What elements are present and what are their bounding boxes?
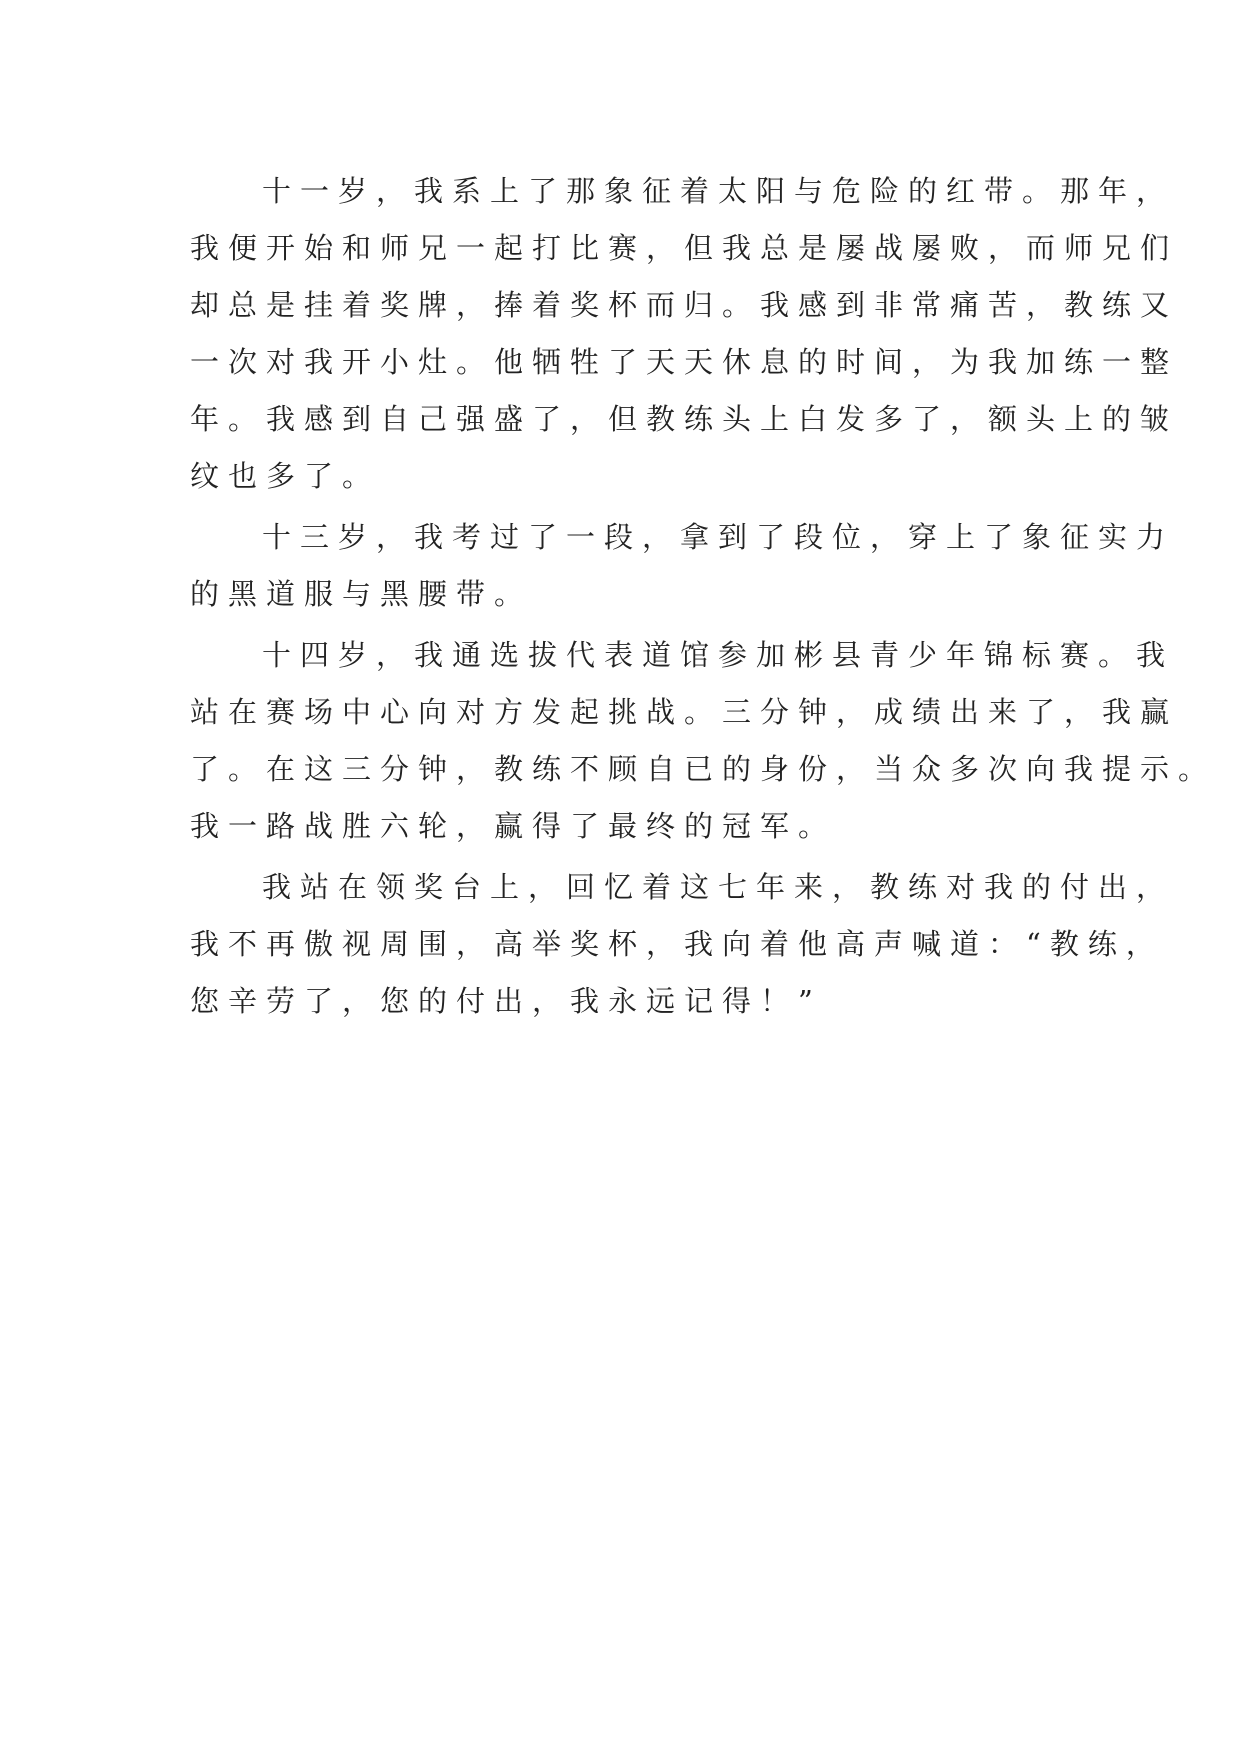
text-line: 一次对我开小灶。他牺牲了天天休息的时间，为我加练一整 [190,345,1179,379]
text-line: 却总是挂着奖牌，捧着奖杯而归。我感到非常痛苦，教练又 [190,288,1179,322]
paragraph-1 [190,163,1179,505]
text-line: 年。我感到自己强盛了，但教练头上白发多了，额头上的皱 [190,402,1179,436]
text-line: 十一岁，我系上了那象征着太阳与危险的红带。那年， [262,174,1175,208]
paragraph-3 [190,627,1217,855]
paragraph-4 [190,859,1175,1030]
text-line: 我便开始和师兄一起打比赛，但我总是屡战屡败，而师兄们 [190,231,1179,265]
text-line: 站在赛场中心向对方发起挑战。三分钟，成绩出来了，我赢 [190,695,1179,729]
text-line: 我站在领奖台上，回忆着这七年来，教练对我的付出， [262,870,1175,904]
text-line: 了。在这三分钟，教练不顾自已的身份，当众多次向我提示。 [190,752,1217,786]
paragraph-2 [190,509,1175,623]
text-line: 的黑道服与黑腰带。 [190,577,533,611]
text-line: 纹也多了。 [190,459,381,493]
text-line: 我一路战胜六轮，赢得了最终的冠军。 [190,809,837,843]
text-line: 您辛劳了，您的付出，我永远记得！” [190,984,822,1018]
text-line: 十四岁，我通选拔代表道馆参加彬县青少年锦标赛。我 [262,638,1175,672]
text-line: 十三岁，我考过了一段，拿到了段位，穿上了象征实力 [262,520,1175,554]
document-body [190,163,1217,1034]
text-line: 我不再傲视周围，高举奖杯，我向着他高声喊道：“教练， [190,927,1164,961]
